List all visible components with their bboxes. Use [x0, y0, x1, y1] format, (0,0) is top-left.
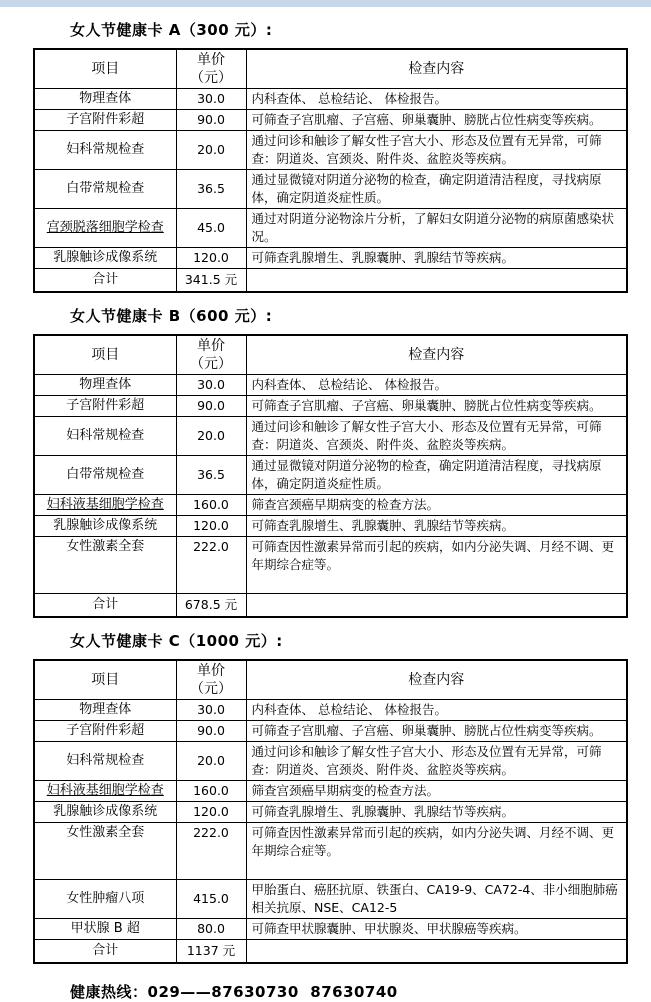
item-price: 415.0 [176, 880, 246, 919]
document-page [0, 19, 651, 1002]
column-header-price: 单价（元） [176, 660, 246, 700]
item-content: 通过对阴道分泌物涂片分析，了解妇女阴道分泌物的病原菌感染状况。 [246, 209, 627, 248]
item-name: 宫颈脱落细胞学检查 [34, 209, 176, 248]
item-price: 80.0 [176, 919, 246, 940]
item-name: 物理查体 [34, 89, 176, 110]
table-row [34, 417, 627, 456]
total-label: 合计 [34, 269, 176, 293]
card-b-title: 女人节健康卡 B（600 元）: [70, 307, 273, 325]
table-row [34, 456, 627, 495]
total-value: 341.5 元 [176, 269, 246, 293]
total-row [34, 940, 627, 964]
table-row [34, 781, 627, 802]
item-price: 222.0 [176, 823, 246, 880]
card-b-section [33, 305, 651, 618]
item-content: 内科查体、 总检结论、 体检报告。 [246, 700, 627, 721]
item-name: 甲状腺 B 超 [34, 919, 176, 940]
table-row [34, 209, 627, 248]
item-price: 120.0 [176, 516, 246, 537]
table-row [34, 700, 627, 721]
column-header-content: 检查内容 [246, 660, 627, 700]
card-c-table [33, 659, 628, 964]
item-name: 子宫附件彩超 [34, 721, 176, 742]
table-row [34, 802, 627, 823]
column-header-content: 检查内容 [246, 49, 627, 89]
card-a-table [33, 48, 628, 293]
table-row [34, 742, 627, 781]
item-price: 120.0 [176, 248, 246, 269]
total-content-empty [246, 940, 627, 964]
item-name: 白带常规检查 [34, 170, 176, 209]
item-content: 可筛查子宫肌瘤、子宫癌、卵巢囊肿、膀胱占位性病变等疾病。 [246, 721, 627, 742]
item-name: 妇科常规检查 [34, 742, 176, 781]
total-row [34, 594, 627, 618]
column-header-item: 项目 [34, 49, 176, 89]
item-content: 可筛查因性激素异常而引起的疾病，如内分泌失调、月经不调、更年期综合症等。 [246, 823, 627, 880]
item-price: 20.0 [176, 742, 246, 781]
item-content: 内科查体、 总检结论、 体检报告。 [246, 375, 627, 396]
total-value: 1137 元 [176, 940, 246, 964]
item-content: 筛查宫颈癌早期病变的检查方法。 [246, 781, 627, 802]
item-price: 160.0 [176, 781, 246, 802]
total-label: 合计 [34, 940, 176, 964]
item-name: 女性激素全套 [34, 537, 176, 594]
item-price: 120.0 [176, 802, 246, 823]
item-content: 筛查宫颈癌早期病变的检查方法。 [246, 495, 627, 516]
item-name: 妇科液基细胞学检查 [34, 781, 176, 802]
card-b-table [33, 334, 628, 618]
item-name: 物理查体 [34, 375, 176, 396]
item-name: 乳腺触诊成像系统 [34, 516, 176, 537]
item-content: 可筛查子宫肌瘤、子宫癌、卵巢囊肿、膀胱占位性病变等疾病。 [246, 396, 627, 417]
item-content: 通过问诊和触诊了解女性子宫大小、形态及位置有无异常，可筛查：阴道炎、宫颈炎、附件炎、盆腔炎等疾病。 [246, 742, 627, 781]
table-row [34, 110, 627, 131]
column-header-item: 项目 [34, 660, 176, 700]
item-price: 90.0 [176, 110, 246, 131]
table-row [34, 396, 627, 417]
item-name: 妇科常规检查 [34, 417, 176, 456]
column-header-price: 单价（元） [176, 49, 246, 89]
table-row [34, 823, 627, 880]
table-row [34, 537, 627, 594]
item-name: 白带常规检查 [34, 456, 176, 495]
table-row [34, 375, 627, 396]
total-content-empty [246, 269, 627, 293]
table-row [34, 89, 627, 110]
item-content: 可筛查子宫肌瘤、子宫癌、卵巢囊肿、膀胱占位性病变等疾病。 [246, 110, 627, 131]
card-a-title: 女人节健康卡 A（300 元）: [70, 21, 273, 39]
table-row [34, 516, 627, 537]
item-name: 子宫附件彩超 [34, 396, 176, 417]
item-content: 通过显微镜对阴道分泌物的检查，确定阴道清洁程度，寻找病原体，确定阴道炎症性质。 [246, 170, 627, 209]
item-price: 36.5 [176, 170, 246, 209]
item-price: 160.0 [176, 495, 246, 516]
table-row [34, 880, 627, 919]
item-price: 36.5 [176, 456, 246, 495]
item-name: 子宫附件彩超 [34, 110, 176, 131]
item-name: 女性激素全套 [34, 823, 176, 880]
item-price: 90.0 [176, 721, 246, 742]
column-header-item: 项目 [34, 335, 176, 375]
item-price: 30.0 [176, 700, 246, 721]
item-content: 通过显微镜对阴道分泌物的检查，确定阴道清洁程度，寻找病原体，确定阴道炎症性质。 [246, 456, 627, 495]
column-header-price: 单价（元） [176, 335, 246, 375]
table-header-row [34, 660, 627, 700]
card-c-section [33, 630, 651, 964]
table-row [34, 919, 627, 940]
item-content: 可筛查乳腺增生、乳腺囊肿、乳腺结节等疾病。 [246, 802, 627, 823]
item-content: 通过问诊和触诊了解女性子宫大小、形态及位置有无异常，可筛查：阴道炎、宫颈炎、附件炎、盆腔炎等疾病。 [246, 131, 627, 170]
item-content: 可筛查甲状腺囊肿、甲状腺炎、甲状腺癌等疾病。 [246, 919, 627, 940]
item-content: 可筛查乳腺增生、乳腺囊肿、乳腺结节等疾病。 [246, 516, 627, 537]
item-price: 20.0 [176, 131, 246, 170]
item-name: 物理查体 [34, 700, 176, 721]
item-price: 30.0 [176, 375, 246, 396]
total-value: 678.5 元 [176, 594, 246, 618]
item-price: 222.0 [176, 537, 246, 594]
table-header-row [34, 335, 627, 375]
table-row [34, 248, 627, 269]
item-name: 妇科常规检查 [34, 131, 176, 170]
table-row [34, 721, 627, 742]
item-name: 女性肿瘤八项 [34, 880, 176, 919]
table-row [34, 170, 627, 209]
table-header-row [34, 49, 627, 89]
card-a-section [33, 19, 651, 293]
item-name: 乳腺触诊成像系统 [34, 802, 176, 823]
total-row [34, 269, 627, 293]
item-price: 45.0 [176, 209, 246, 248]
table-row [34, 495, 627, 516]
health-hotline: 健康热线：029——87630730 87630740 [70, 983, 398, 1001]
column-header-content: 检查内容 [246, 335, 627, 375]
item-content: 可筛查乳腺增生、乳腺囊肿、乳腺结节等疾病。 [246, 248, 627, 269]
window-top-edge [0, 0, 651, 7]
item-name: 妇科液基细胞学检查 [34, 495, 176, 516]
item-price: 30.0 [176, 89, 246, 110]
item-name: 乳腺触诊成像系统 [34, 248, 176, 269]
item-content: 可筛查因性激素异常而引起的疾病，如内分泌失调、月经不调、更年期综合症等。 [246, 537, 627, 594]
total-content-empty [246, 594, 627, 618]
item-price: 90.0 [176, 396, 246, 417]
item-content: 甲胎蛋白、癌胚抗原、铁蛋白、CA19-9、CA72-4、非小细胞肺癌相关抗原、NSE、CA12-5 [246, 880, 627, 919]
table-row [34, 131, 627, 170]
item-price: 20.0 [176, 417, 246, 456]
item-content: 内科查体、 总检结论、 体检报告。 [246, 89, 627, 110]
total-label: 合计 [34, 594, 176, 618]
item-content: 通过问诊和触诊了解女性子宫大小、形态及位置有无异常，可筛查：阴道炎、宫颈炎、附件炎、盆腔炎等疾病。 [246, 417, 627, 456]
card-c-title: 女人节健康卡 C（1000 元）: [70, 632, 283, 650]
